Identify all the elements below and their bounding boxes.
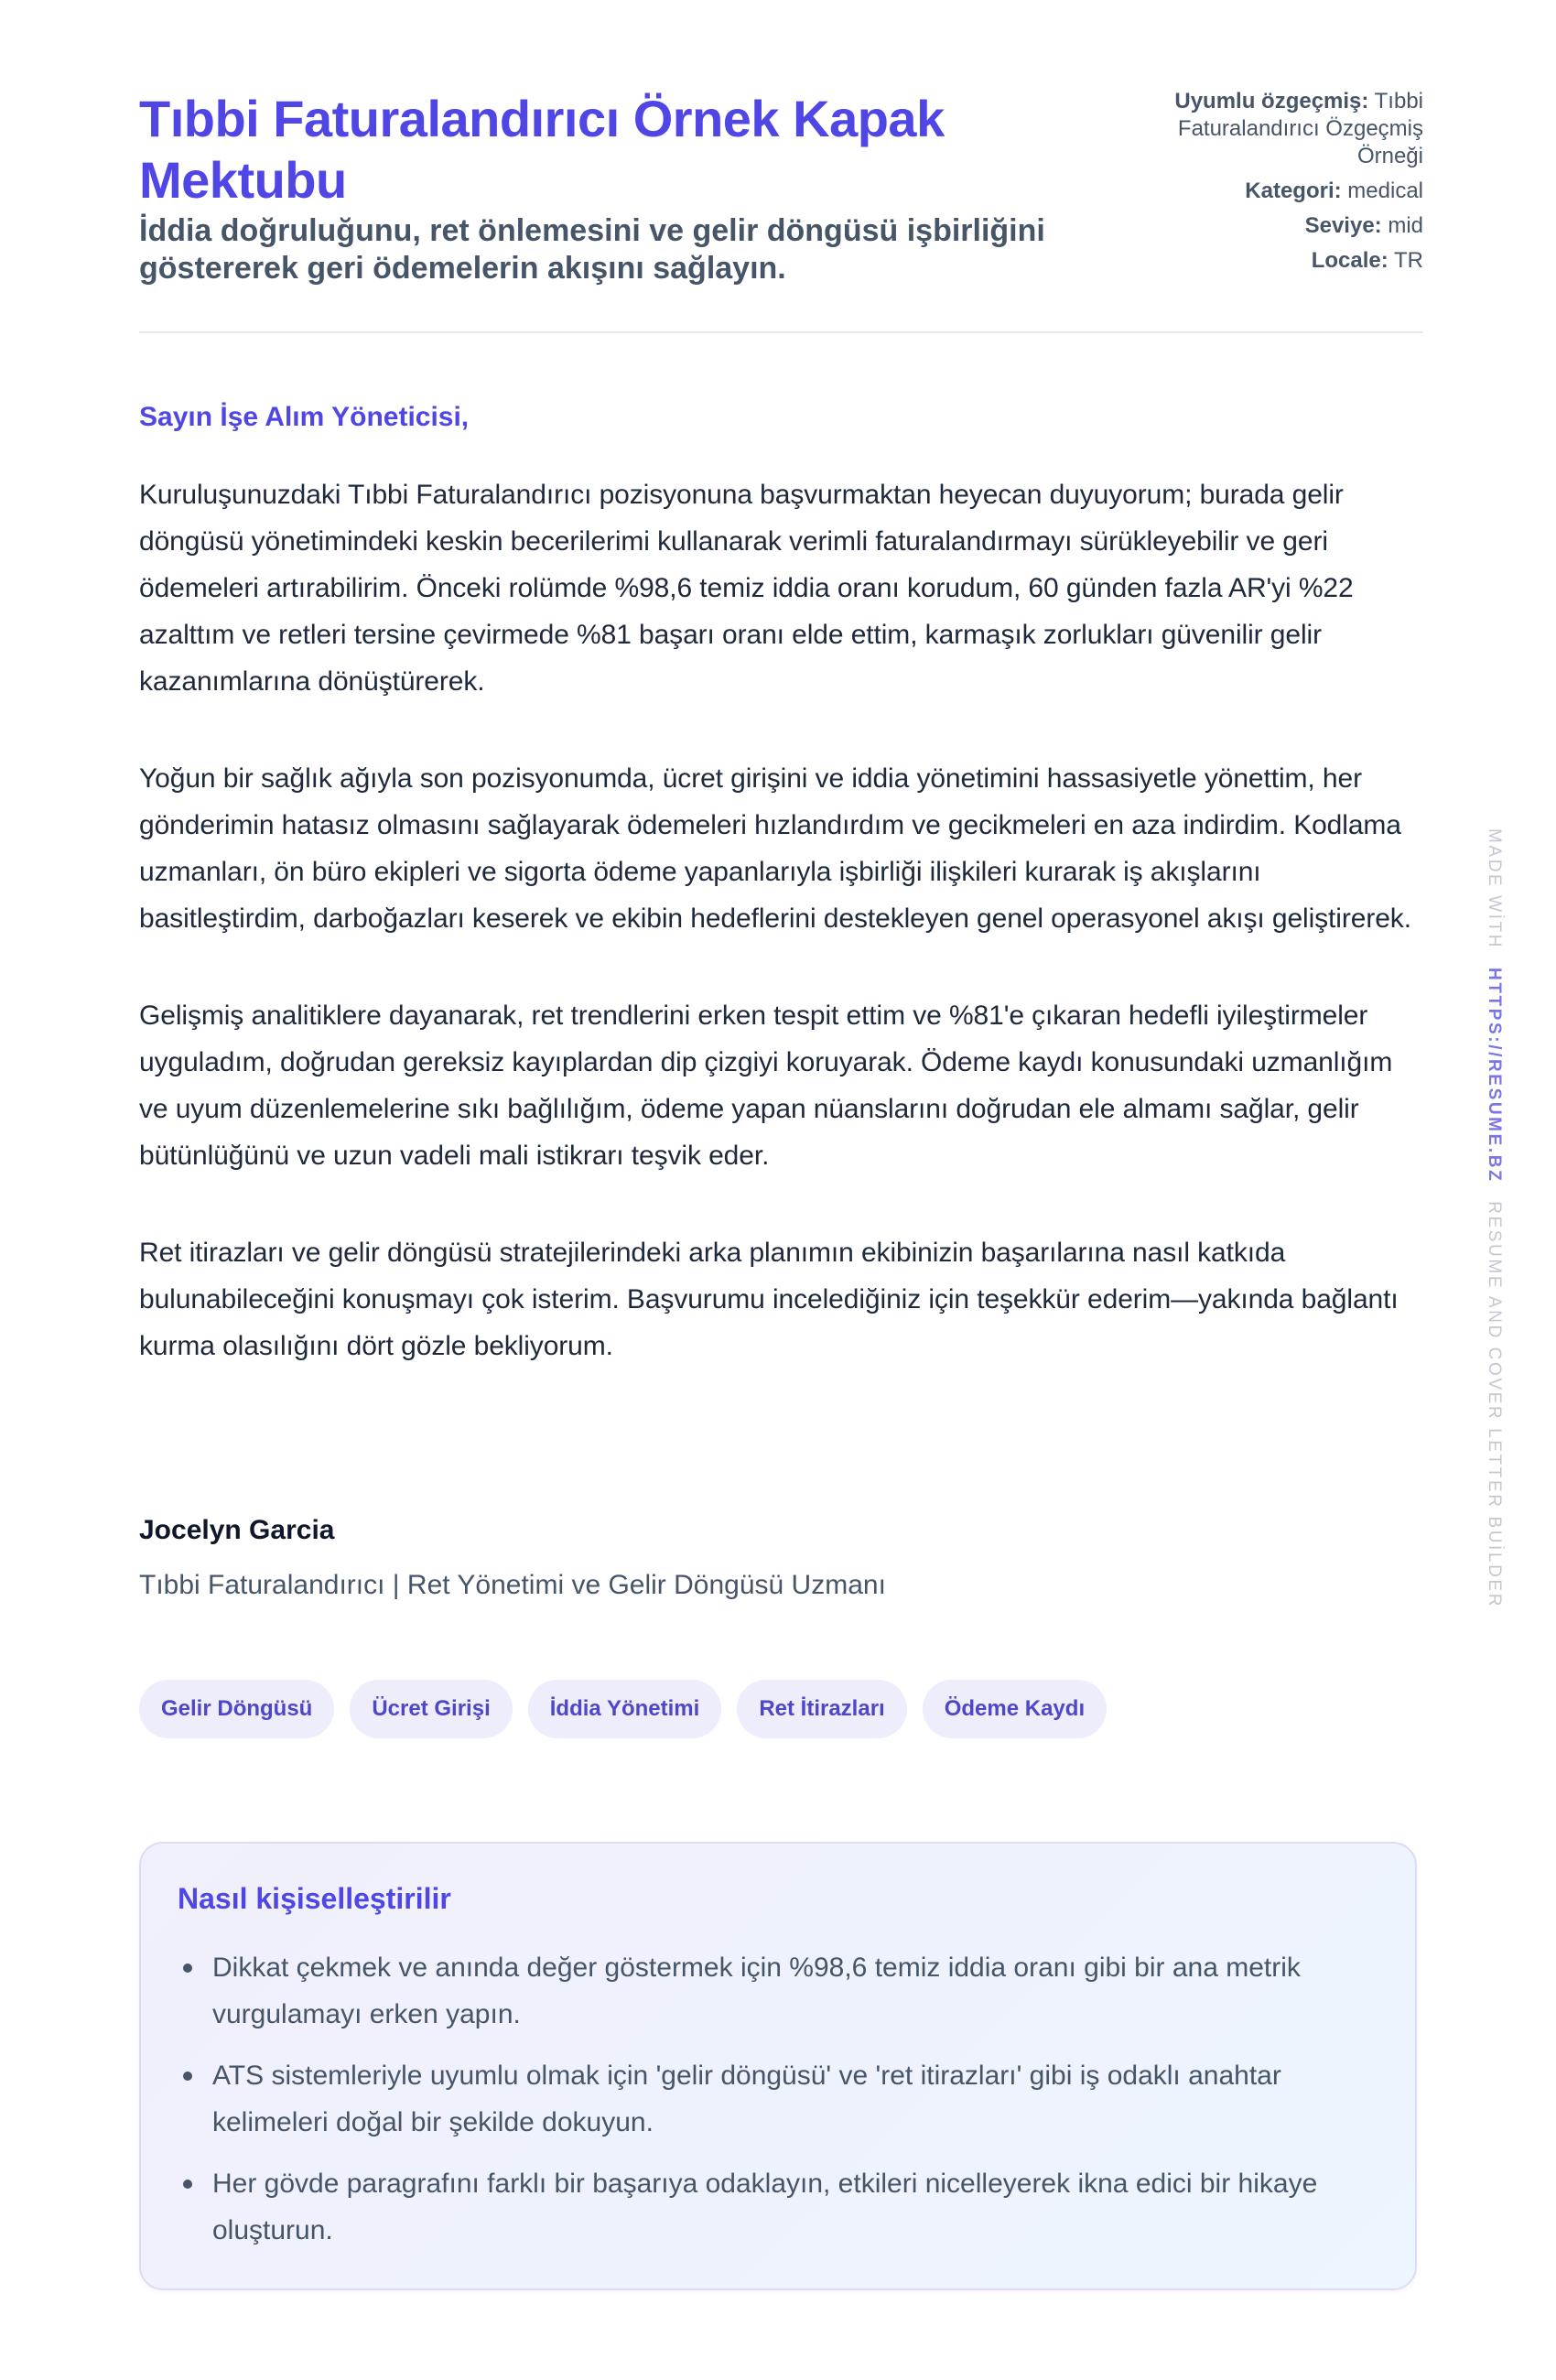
skill-tag[interactable]: Gelir Döngüsü [139, 1680, 334, 1738]
signature-block [139, 1510, 886, 1606]
letter-body [139, 471, 1423, 1420]
page-header [139, 0, 1423, 333]
skill-tag[interactable]: İddia Yönetimi [528, 1680, 722, 1738]
meta-panel [1121, 88, 1423, 282]
letter-paragraph: Ret itirazları ve gelir döngüsü stratejilerindeki arka planımın ekibinizin başarılarına nasıl katkıda bulunabileceğini konuşmayı çok isterim. Başvurumu incelediğiniz için teşekkür ederim—yakında bağlantı kurma olasılığını dört gözle bekliyorum. [139, 1238, 1399, 1361]
signature-name: Jocelyn Garcia [139, 1515, 335, 1545]
tip-item [178, 2052, 1378, 2146]
meta-level [1121, 212, 1423, 240]
letter-greeting: Sayın İşe Alım Yöneticisi, [139, 402, 470, 432]
personalization-tips-box [139, 1842, 1417, 2290]
meta-value: medical [1347, 178, 1423, 203]
meta-value[interactable]: Tıbbi Faturalandırıcı Özgeçmiş Örneği [1177, 89, 1423, 168]
letter-paragraph: Yoğun bir sağlık ağıyla son pozisyonumda, ücret girişini ve iddia yönetimini hassasiyetle yönettim, her gönderimin hatasız olmasını sağlayarak ödemeleri hızlandırdım ve gecikmeleri en aza indirdim. Kodlama uzmanları, ön büro ekipleri ve sigorta ödeme yapanlarıyla işbirliği ilişkileri kurarak iş akışlarını basitleştirdim, darboğazları keserek ve ekibin hedeflerini destekleyen genel operasyonel akışı geliştirerek. [139, 763, 1411, 934]
meta-key: Locale: [1311, 248, 1389, 273]
meta-value: mid [1388, 213, 1423, 238]
meta-locale [1121, 247, 1423, 275]
meta-key: Seviye: [1304, 213, 1382, 238]
watermark-link[interactable]: HTTPS://RESUME.BZ [1485, 968, 1504, 1184]
meta-value: TR [1394, 248, 1423, 273]
skill-tag[interactable]: Ödeme Kaydı [923, 1680, 1107, 1738]
tips-title: Nasıl kişiselleştirilir [178, 1882, 451, 1915]
skill-tag[interactable]: Ret İtirazları [737, 1680, 906, 1738]
tip-text: Her gövde paragrafını farklı bir başarıya odaklayın, etkileri nicelleyerek ikna edici bir hikaye oluşturun. [212, 2169, 1318, 2245]
cover-letter-page [139, 0, 1423, 2245]
tip-text: Dikkat çekmek ve anında değer göstermek için %98,6 temiz iddia oranı gibi bir ana metrik vurgulamayı erken yapın. [212, 1953, 1301, 2029]
letter-paragraph: Kuruluşunuzdaki Tıbbi Faturalandırıcı pozisyonuna başvurmaktan heyecan duyuyorum; burada gelir döngüsü yönetimindeki keskin becerilerimi kullanarak verimli faturalandırmayı sürükleyebilir ve geri ödemeleri artırabilirim. Önceki rolümde %98,6 temiz iddia oranı korudum, 60 günden fazla AR'yi %22 azalttım ve retleri tersine çevirmede %81 başarı oranı elde ettim, karmaşık zorlukları güvenilir gelir kazanımlarına dönüştürerek. [139, 480, 1354, 697]
meta-compatible-resume [1121, 88, 1423, 170]
tip-text: ATS sistemleriyle uyumlu olmak için 'gelir döngüsü' ve 'ret itirazları' gibi iş odaklı anahtar kelimeleri doğal bir şekilde dokuyun. [212, 2061, 1281, 2137]
watermark-prefix: MADE WİTH [1485, 828, 1504, 950]
meta-key: Uyumlu özgeçmiş: [1174, 89, 1369, 114]
letter-paragraph: Gelişmiş analitiklere dayanarak, ret trendlerini erken tespit ettim ve %81'e çıkaran hedefli iyileştirmeler uyguladım, doğrudan gereksiz kayıplardan dip çizgiyi koruyarak. Ödeme kaydı konusundaki uzmanlığım ve uyum düzenlemelerine sıkı bağlılığım, ödeme yapan nüanslarını doğrudan ele almamı sağlar, gelir bütünlüğünü ve uzun vadeli mali istikrarı teşvik eder. [139, 1001, 1393, 1171]
meta-key: Kategori: [1245, 178, 1342, 203]
skill-tag[interactable]: Ücret Girişi [350, 1680, 512, 1738]
page-title: Tıbbi Faturalandırıcı Örnek Kapak Mektubu [139, 90, 945, 209]
page-subtitle: İddia doğruluğunu, ret önlemesini ve gelir döngüsü işbirliğini göstererek geri ödemelerin akışını sağlayın. [139, 213, 1045, 286]
header-title-block [139, 88, 1054, 287]
watermark-suffix: RESUME AND COVER LETTER BUİLDER [1485, 1201, 1504, 1609]
bullet-icon [183, 2180, 192, 2189]
signature-title: Tıbbi Faturalandırıcı | Ret Yönetimi ve Gelir Döngüsü Uzmanı [139, 1570, 886, 1600]
tips-list [178, 1944, 1378, 2254]
bullet-icon [183, 1964, 192, 1973]
skill-tags [139, 1680, 1107, 1738]
meta-category [1121, 178, 1423, 205]
bullet-icon [183, 2072, 192, 2081]
vertical-watermark [1483, 828, 1505, 1608]
tip-item [178, 2160, 1378, 2254]
tip-item [178, 1944, 1378, 2038]
